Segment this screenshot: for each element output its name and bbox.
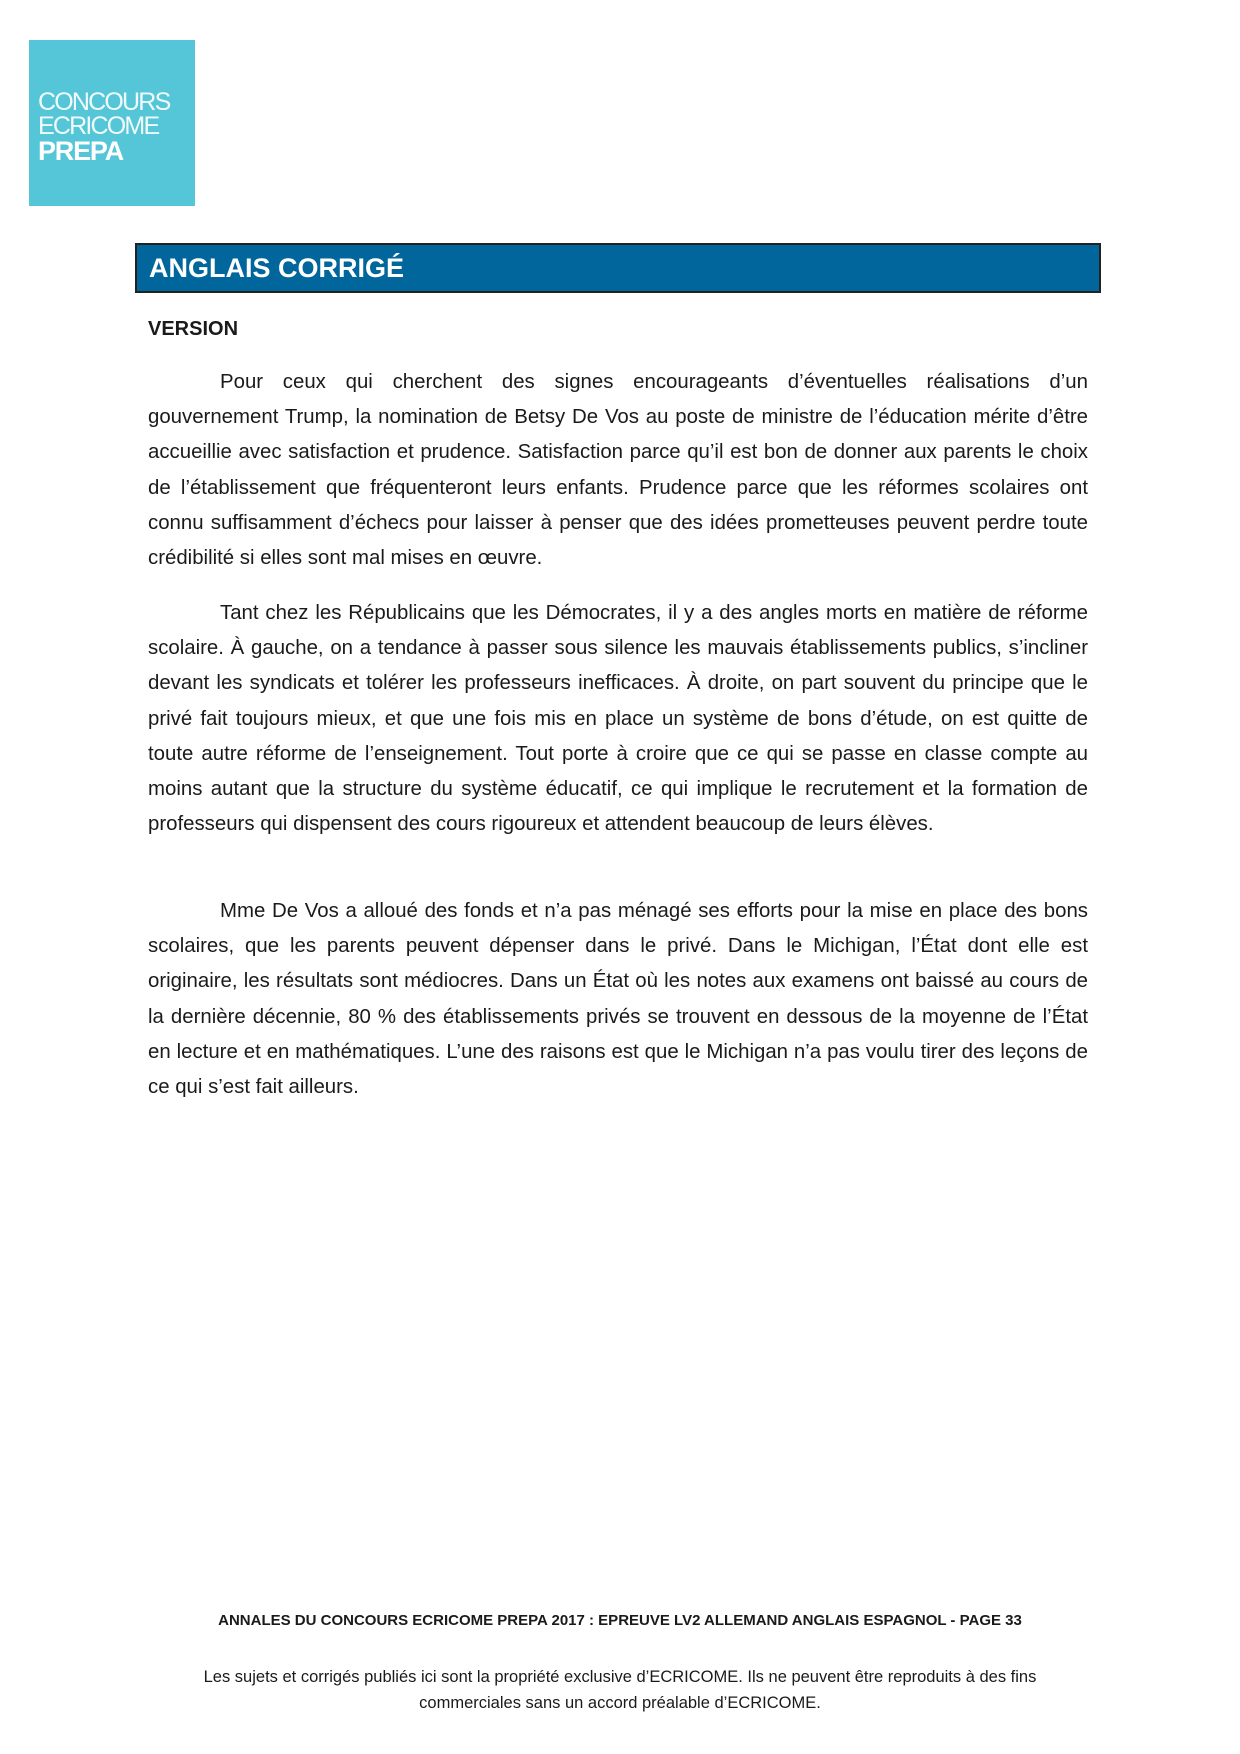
ecricome-logo <box>29 40 195 206</box>
logo-line-prepa: PREPA <box>38 136 124 166</box>
paragraph-3: Mme De Vos a alloué des fonds et n’a pas ménagé ses efforts pour la mise en place des bons scolaires, que les parents peuvent dépenser dans le privé. Dans le Michigan, l’État dont elle est originaire, les résultats sont médiocres. Dans un État où les notes aux examens ont baissé au cours de la dernière décennie, 80 % des établissements privés se trouvent en dessous de la moyenne de l’État en lecture et en mathématiques. L’une des raisons est que le Michigan n’a pas voulu tirer des leçons de ce qui s’est fait ailleurs. <box>148 900 1088 1099</box>
paragraph-1: Pour ceux qui cherchent des signes encourageants d’éventuelles réalisations d’un gouvernement Trump, la nomination de Betsy De Vos au poste de ministre de l’éducation mérite d’être accueillie avec satisfaction et prudence. Satisfaction parce qu’il est bon de donner aux parents le choix de l’établissement que fréquenteront leurs enfants. Prudence parce que les réformes scolaires ont connu suffisamment d’échecs pour laisser à penser que des idées prometteuses peuvent perdre toute crédibilité si elles sont mal mises en œuvre. <box>148 371 1088 570</box>
logo-line-concours: CONCOURS <box>38 88 170 116</box>
section-title: VERSION <box>148 318 239 340</box>
footer-copyright-note: Les sujets et corrigés publiés ici sont la propriété exclusive d’ECRICOME. Ils ne peuvent être reproduits à des fins commerciales sans un accord préalable d’ECRICOME. <box>203 1668 1037 1712</box>
footer-title: ANNALES DU CONCOURS ECRICOME PREPA 2017 : EPREUVE LV2 ALLEMAND ANGLAIS ESPAGNOL - PAGE 33 <box>218 1612 1022 1629</box>
paragraph-2: Tant chez les Républicains que les Démocrates, il y a des angles morts en matière de réforme scolaire. À gauche, on a tendance à passer sous silence les mauvais établissements publics, s’incliner devant les syndicats et tolérer les professeurs inefficaces. À droite, on part souvent du principe que le privé fait toujours mieux, et que une fois mis en place un système de bons d’étude, on est quitte de toute autre réforme de l’enseignement. Tout porte à croire que ce qui se passe en classe compte au moins autant que la structure du système éducatif, ce qui implique le recrutement et la formation de professeurs qui dispensent des cours rigoureux et attendent beaucoup de leurs élèves. <box>148 602 1088 836</box>
page-title-banner: ANGLAIS CORRIGÉ <box>135 243 1101 293</box>
logo-line-ecricome: ECRICOME <box>38 112 159 140</box>
